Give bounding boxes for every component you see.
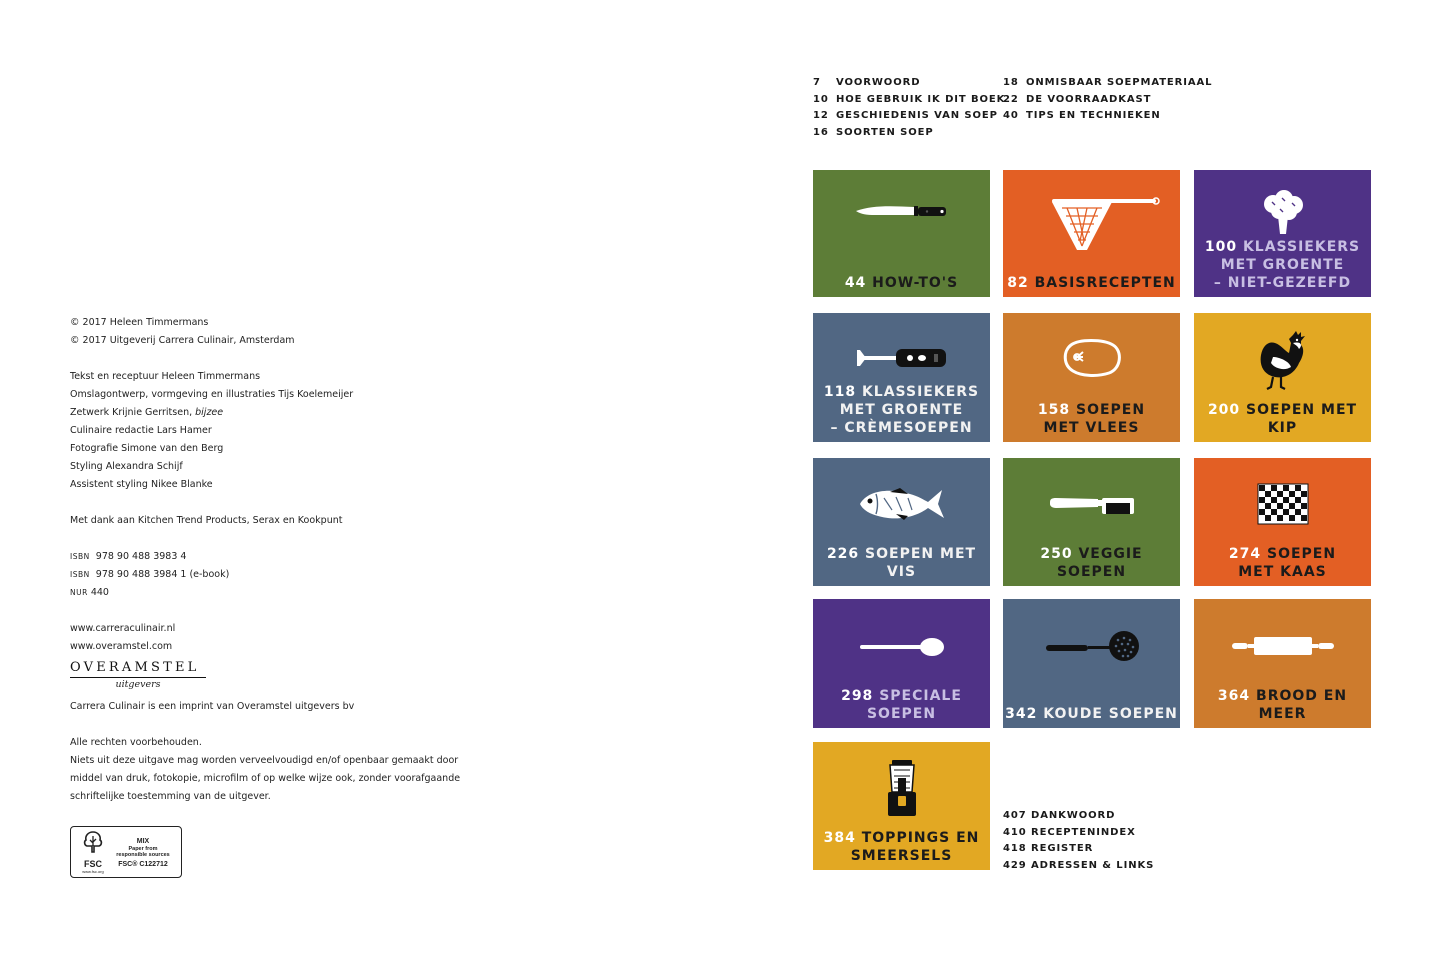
tile-how-tos[interactable] <box>813 170 990 297</box>
tile-label <box>813 274 990 292</box>
tile-speciale-soepen[interactable] <box>813 599 990 728</box>
credit-typeset-prefix: Zetwerk Krijnie Gerritsen, <box>70 407 196 418</box>
tile-soepen-met-vis[interactable] <box>813 458 990 586</box>
tile-title: HOW-TO'S <box>872 275 959 291</box>
rights-4: schriftelijke toestemming van de uitgever. <box>70 791 271 802</box>
tile-title-line-2: MET VLEES <box>1043 420 1140 436</box>
isbn-print <box>70 548 490 566</box>
toc-title: REGISTER <box>1031 843 1094 854</box>
rights-2: Niets uit deze uitgave mag worden verveelvoudigd en/of openbaar gemaakt door <box>70 755 459 766</box>
tile-page-number: 364 <box>1217 688 1251 704</box>
tile-label <box>813 687 990 723</box>
tile-brood-en-meer[interactable] <box>1194 599 1371 728</box>
fsc-paper-1: Paper from <box>128 845 158 852</box>
tile-page-number: 100 <box>1204 239 1238 255</box>
tile-page-number: 200 <box>1207 402 1241 418</box>
tile-title-line-2: MET GROENTE <box>1220 257 1345 273</box>
toc-title: RECEPTENINDEX <box>1031 826 1136 838</box>
steak-icon <box>1003 337 1180 379</box>
url-overamstel[interactable]: www.overamstel.com <box>70 641 173 652</box>
toc-top-left <box>813 75 1005 141</box>
tile-soepen-met-vlees[interactable] <box>1003 313 1180 442</box>
toc-title: VOORWOORD <box>836 77 921 88</box>
credit-design: Omslagontwerp, vormgeving en illustraties Tijs Koelemeijer <box>70 389 354 400</box>
tile-title: SOEPEN MET VIS <box>865 546 977 580</box>
tile-page-number: 384 <box>823 830 856 846</box>
peeler-icon <box>1003 494 1180 518</box>
isbn-print-value: 978 90 488 3983 4 <box>95 551 187 562</box>
knife-icon <box>813 200 990 224</box>
toc-bottom <box>1003 808 1154 874</box>
toc-page-number: 18 <box>1003 77 1019 88</box>
tile-klassiekers-niet-gezeefd[interactable] <box>1194 170 1371 297</box>
toc-page-number: 22 <box>1003 93 1019 105</box>
toc-page-number: 407 <box>1003 810 1027 821</box>
tile-toppings-en-smeersels[interactable] <box>813 742 990 870</box>
tile-title-line-2: MET GROENTE <box>839 402 964 418</box>
isbn-label: ISBN <box>70 570 90 579</box>
rights-3: middel van druk, fotokopie, microfilm of op welke wijze ook, zonder voorafgaande <box>70 773 461 784</box>
colophon <box>70 314 490 806</box>
toc-entry[interactable] <box>1003 92 1212 109</box>
toc-title: DE VOORRAADKAST <box>1026 93 1152 105</box>
toc-entry[interactable] <box>1003 858 1154 875</box>
toc-entry[interactable] <box>1003 108 1212 125</box>
tile-page-number: 250 <box>1040 546 1073 562</box>
tile-page-number: 274 <box>1228 546 1262 562</box>
url-carrera[interactable]: www.carreraculinair.nl <box>70 623 176 634</box>
toc-title: ADRESSEN & LINKS <box>1031 859 1155 871</box>
tile-klassiekers-cremesoepen[interactable] <box>813 313 990 442</box>
credit-text: Tekst en receptuur Heleen Timmermans <box>70 371 261 382</box>
nur-value: 440 <box>90 587 109 598</box>
tile-title-line-2: MET KAAS <box>1238 564 1327 580</box>
credit-assistant: Assistent styling Nikee Blanke <box>70 479 213 490</box>
fsc-brand: FSC <box>84 859 102 869</box>
tile-label <box>1003 545 1180 581</box>
tile-page-number: 44 <box>844 275 867 291</box>
toc-entry[interactable] <box>1003 808 1154 825</box>
fsc-tree-icon <box>80 830 106 854</box>
toc-entry[interactable] <box>813 92 1005 109</box>
tile-title: SOEPEN MET KIP <box>1246 402 1358 436</box>
credit-typeset-studio: bijzee <box>195 407 224 418</box>
thanks-line: Met dank aan Kitchen Trend Products, Serax en Kookpunt <box>70 515 343 526</box>
tile-soepen-met-kaas[interactable] <box>1194 458 1371 586</box>
tile-label <box>1194 238 1371 292</box>
tile-title: SOEPEN <box>1267 546 1337 562</box>
fsc-label <box>70 826 182 878</box>
broccoli-icon <box>1194 190 1371 236</box>
copyright-publisher: © 2017 Uitgeverij Carrera Culinair, Amsterdam <box>70 335 295 346</box>
toc-entry[interactable] <box>1003 75 1212 92</box>
tile-label <box>1194 687 1371 723</box>
tile-page-number: 158 <box>1037 402 1071 418</box>
fsc-text <box>110 837 176 868</box>
toc-title: GESCHIEDENIS VAN SOEP <box>836 110 998 121</box>
toc-page-number: 429 <box>1003 859 1027 871</box>
toc-title: DANKWOORD <box>1031 810 1116 821</box>
tile-label <box>813 545 990 581</box>
imprint-line: Carrera Culinair is een imprint van Overamstel uitgevers bv <box>70 701 355 712</box>
fsc-logo <box>76 830 110 874</box>
tile-label <box>1003 274 1180 292</box>
toc-page-number: 10 <box>813 93 829 105</box>
credit-styling: Styling Alexandra Schijf <box>70 461 183 472</box>
credit-typeset <box>70 404 490 422</box>
isbn-ebook <box>70 566 490 584</box>
toc-title: SOORTEN SOEP <box>836 126 934 138</box>
toc-title: HOE GEBRUIK IK DIT BOEK <box>836 93 1006 105</box>
isbn-ebook-value: 978 90 488 3984 1 (e-book) <box>95 569 230 580</box>
toc-top-right <box>1003 75 1212 125</box>
rights-1: Alle rechten voorbehouden. <box>70 737 202 748</box>
nur-line <box>70 584 490 602</box>
fish-icon <box>813 484 990 524</box>
tile-title: KLASSIEKERS <box>861 384 980 400</box>
toc-page-number: 418 <box>1003 843 1027 854</box>
tile-title: KLASSIEKERS <box>1242 239 1361 255</box>
toc-page-number: 7 <box>813 77 821 88</box>
spoon-icon <box>813 635 990 659</box>
blender-icon <box>813 758 990 818</box>
toc-entry[interactable] <box>813 108 1005 125</box>
isbn-label: ISBN <box>70 552 90 561</box>
tile-title-line-3: – CRÈMESOEPEN <box>830 420 973 436</box>
credit-editor: Culinaire redactie Lars Hamer <box>70 425 212 436</box>
tile-label <box>1194 545 1371 581</box>
toc-entry[interactable] <box>813 75 1005 92</box>
toc-entry[interactable] <box>1003 825 1154 842</box>
tile-title-line-3: – NIET-GEZEEFD <box>1213 275 1352 291</box>
overamstel-logo <box>70 660 206 692</box>
tile-title: TOPPINGS EN <box>861 830 980 846</box>
tile-title: VEGGIE SOEPEN <box>1056 546 1143 580</box>
fsc-url: www.fsc.org <box>82 869 104 874</box>
tile-label <box>813 383 990 437</box>
toc-title: ONMISBAAR SOEPMATERIAAL <box>1026 77 1213 88</box>
tile-koude-soepen[interactable] <box>1003 599 1180 728</box>
tile-label <box>1003 705 1180 723</box>
tile-title-line-2: SMEERSELS <box>850 848 953 864</box>
toc-page-number: 16 <box>813 126 829 138</box>
toc-title: TIPS EN TECHNIEKEN <box>1026 110 1161 121</box>
tile-title: SOEPEN <box>1076 402 1146 418</box>
tile-title-line-2: SOEPEN <box>866 706 937 722</box>
logo-name: OVERAMSTEL <box>70 660 206 678</box>
toc-page-number: 40 <box>1003 110 1019 121</box>
strainer-icon <box>1003 196 1180 256</box>
tile-title: BASISRECEPTEN <box>1034 275 1176 291</box>
chicken-icon <box>1194 331 1371 393</box>
credit-photo: Fotografie Simone van den Berg <box>70 443 224 454</box>
tile-page-number: 118 <box>823 384 857 400</box>
hand-blender-icon <box>813 347 990 369</box>
tile-label <box>813 829 990 865</box>
nur-label: NUR <box>70 588 88 597</box>
toc-entry[interactable] <box>813 125 1005 142</box>
cheese-icon <box>1194 483 1371 525</box>
tile-soepen-met-kip[interactable] <box>1194 313 1371 442</box>
logo-sub: uitgevers <box>115 679 161 690</box>
rolling-pin-icon <box>1194 635 1371 657</box>
tile-title: BROOD EN MEER <box>1256 688 1348 722</box>
toc-entry[interactable] <box>1003 841 1154 858</box>
tile-page-number: 226 <box>826 546 860 562</box>
copyright-author: © 2017 Heleen Timmermans <box>70 317 209 328</box>
tile-veggie-soepen[interactable] <box>1003 458 1180 586</box>
toc-page-number: 12 <box>813 110 829 121</box>
tile-basisrecepten[interactable] <box>1003 170 1180 297</box>
tile-title: KOUDE SOEPEN <box>1043 706 1178 722</box>
fsc-paper-2: responsible sources <box>116 852 170 858</box>
tile-page-number: 82 <box>1007 275 1029 291</box>
fsc-code: FSC® C122712 <box>118 860 168 868</box>
tile-page-number: 342 <box>1005 706 1038 722</box>
tile-title: SPECIALE <box>879 688 962 704</box>
tile-label <box>1194 401 1371 437</box>
skimmer-icon <box>1003 629 1180 665</box>
toc-page-number: 410 <box>1003 826 1027 838</box>
fsc-mix: MIX <box>136 837 150 845</box>
tile-label <box>1003 401 1180 437</box>
tile-page-number: 298 <box>841 688 874 704</box>
